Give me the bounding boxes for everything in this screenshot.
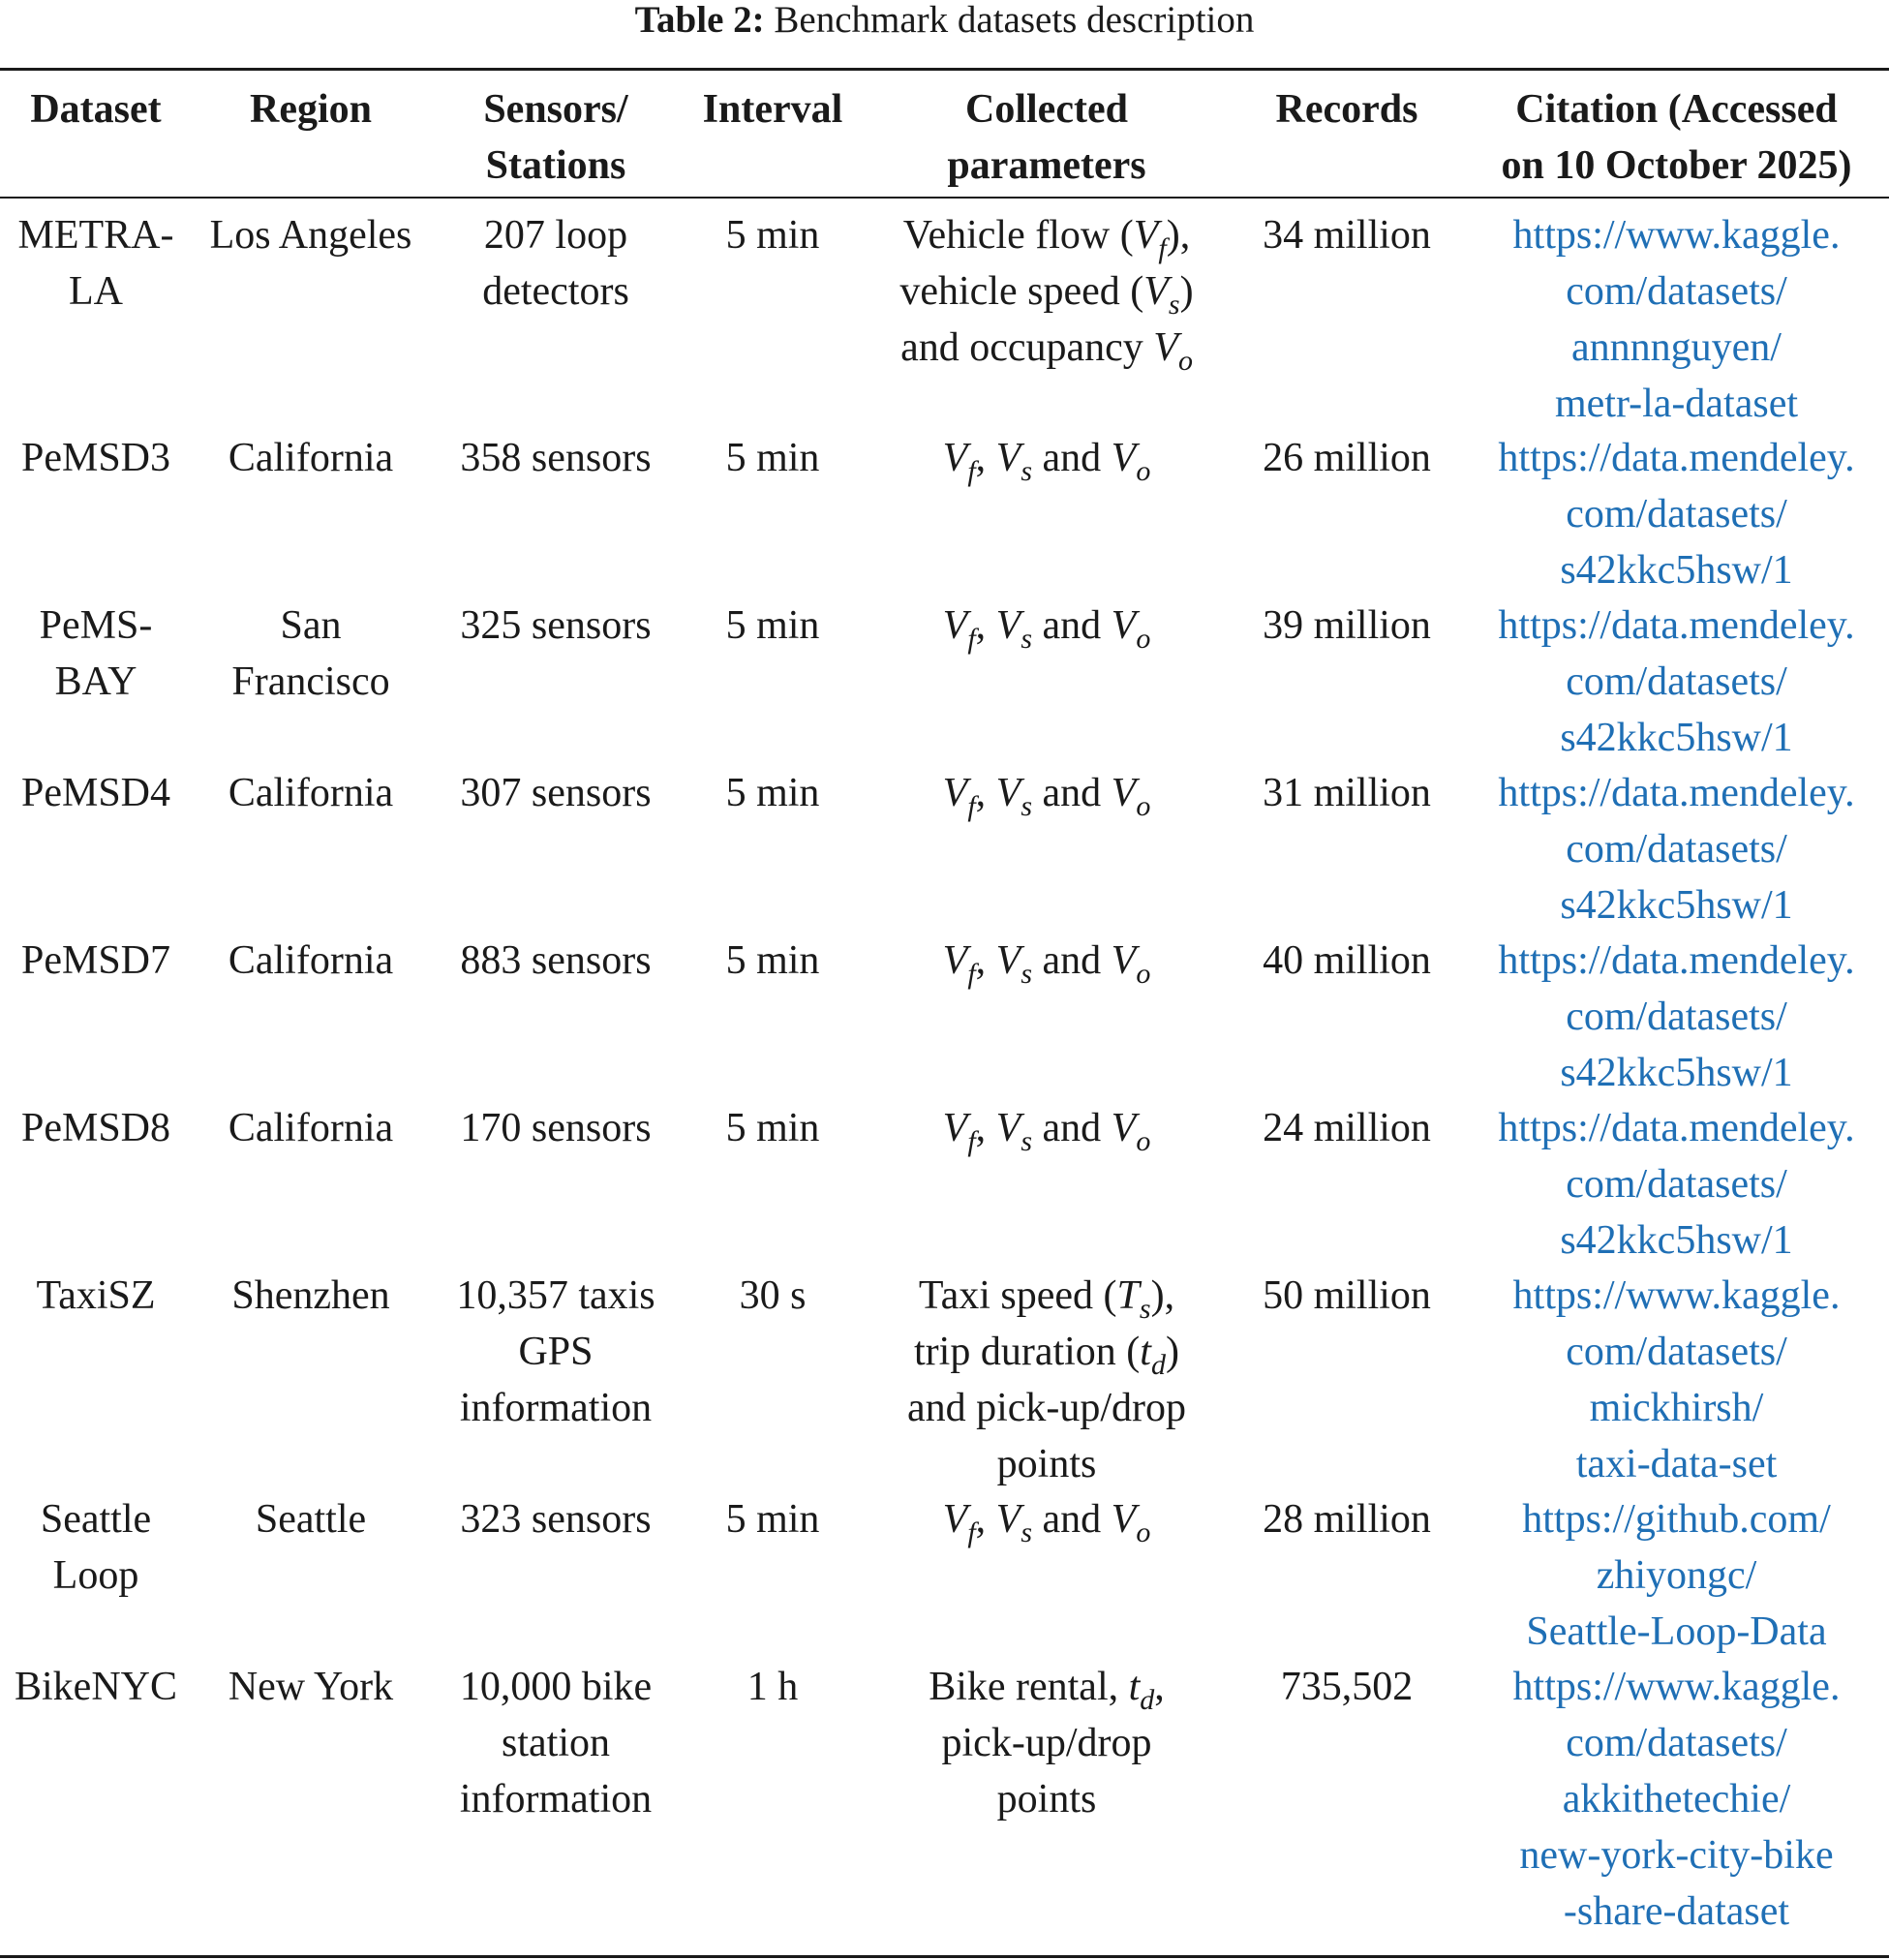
- cell-records-line: 39 million: [1263, 603, 1431, 648]
- cell-sensors: [430, 1659, 682, 1827]
- header-dataset: [0, 81, 192, 138]
- cell-params: [864, 933, 1230, 989]
- cell-params-line: $V_f$, $V_s$ and $V_o$: [942, 1497, 1151, 1548]
- cell-citation-line[interactable]: https://www.kaggle.: [1512, 213, 1841, 258]
- cell-params-line: Taxi speed $(T_s)$,: [918, 1273, 1175, 1325]
- cell-dataset: [0, 430, 192, 486]
- cell-sensors-line: 323 sensors: [460, 1497, 652, 1542]
- cell-sensors-line: 307 sensors: [460, 771, 652, 815]
- cell-params: [864, 597, 1230, 654]
- cell-sensors: [430, 1100, 682, 1156]
- cell-records: [1230, 597, 1464, 654]
- cell-region-line: California: [228, 938, 394, 983]
- header-sensors-line: Stations: [485, 143, 626, 188]
- cell-citation-line[interactable]: com/datasets/: [1566, 492, 1787, 536]
- cell-dataset: [0, 933, 192, 989]
- cell-params-line: points: [996, 1442, 1097, 1486]
- cell-dataset-line: BAY: [54, 659, 137, 704]
- cell-citation-line[interactable]: s42kkc5hsw/1: [1560, 883, 1793, 928]
- cell-citation[interactable]: [1464, 765, 1889, 934]
- header-params-line: parameters: [947, 143, 1146, 188]
- cell-interval-line: 5 min: [725, 1497, 820, 1542]
- cell-citation[interactable]: [1464, 1659, 1889, 1940]
- header-citation: [1464, 81, 1889, 194]
- cell-params-line: $V_f$, $V_s$ and $V_o$: [942, 603, 1151, 655]
- cell-region: [192, 933, 430, 989]
- cell-interval-line: 5 min: [725, 213, 820, 258]
- cell-interval: [682, 1100, 864, 1156]
- cell-interval: [682, 430, 864, 486]
- cell-interval-line: 5 min: [725, 603, 820, 648]
- cell-region-line: Shenzhen: [231, 1273, 390, 1318]
- header-citation-line: Citation (Accessed: [1515, 87, 1838, 132]
- cell-records-line: 31 million: [1263, 771, 1431, 815]
- cell-params: [864, 1100, 1230, 1156]
- cell-sensors: [430, 1491, 682, 1547]
- cell-records: [1230, 430, 1464, 486]
- cell-interval: [682, 1491, 864, 1547]
- header-rule: [0, 197, 1889, 199]
- cell-sensors-line: 170 sensors: [460, 1106, 652, 1150]
- cell-region-line: Seattle: [255, 1497, 367, 1542]
- bottom-rule: [0, 1955, 1889, 1958]
- header-dataset-line: Dataset: [30, 87, 162, 132]
- cell-params-line: vehicle speed $(V_s)$: [899, 269, 1194, 321]
- cell-params: [864, 207, 1230, 376]
- cell-citation[interactable]: [1464, 1100, 1889, 1269]
- cell-interval: [682, 1659, 864, 1715]
- cell-dataset-line: PeMSD4: [20, 771, 171, 815]
- cell-records: [1230, 1268, 1464, 1324]
- cell-citation-line[interactable]: mickhirsh/: [1589, 1386, 1764, 1430]
- cell-interval-line: 1 h: [746, 1665, 799, 1709]
- cell-citation-line[interactable]: akkithetechie/: [1562, 1777, 1791, 1822]
- cell-sensors-line: 10,000 bike: [459, 1665, 653, 1709]
- cell-citation-line[interactable]: zhiyongc/: [1596, 1553, 1757, 1598]
- cell-citation-line[interactable]: com/datasets/: [1566, 1330, 1787, 1374]
- cell-interval-line: 5 min: [725, 436, 820, 480]
- cell-params-line: and pick-up/drop: [906, 1386, 1187, 1430]
- cell-interval-line: 5 min: [725, 771, 820, 815]
- cell-params: [864, 430, 1230, 486]
- cell-citation-line[interactable]: https://github.com/: [1522, 1497, 1831, 1542]
- cell-citation[interactable]: [1464, 1491, 1889, 1660]
- cell-params: [864, 1659, 1230, 1827]
- cell-citation-line[interactable]: s42kkc5hsw/1: [1560, 716, 1793, 760]
- header-records-line: Records: [1275, 87, 1418, 132]
- cell-params: [864, 1268, 1230, 1492]
- cell-interval: [682, 597, 864, 654]
- cell-sensors: [430, 207, 682, 320]
- cell-records-line: 26 million: [1263, 436, 1431, 480]
- cell-dataset-line: PeMSD3: [20, 436, 171, 480]
- cell-sensors: [430, 430, 682, 486]
- cell-params-line: $V_f$, $V_s$ and $V_o$: [942, 436, 1151, 487]
- cell-citation-line[interactable]: Seattle-Loop-Data: [1526, 1609, 1827, 1654]
- header-params-line: Collected: [965, 87, 1128, 132]
- cell-records: [1230, 1100, 1464, 1156]
- cell-sensors-line: information: [459, 1777, 653, 1822]
- cell-dataset-line: PeMS-: [39, 603, 153, 648]
- cell-sensors: [430, 1268, 682, 1436]
- cell-citation-line[interactable]: new-york-city-bike: [1519, 1833, 1834, 1878]
- cell-citation-line[interactable]: https://data.mendeley.: [1498, 436, 1855, 480]
- cell-interval-line: 5 min: [725, 1106, 820, 1150]
- cell-records-line: 28 million: [1263, 1497, 1431, 1542]
- cell-citation-line[interactable]: com/datasets/: [1566, 659, 1787, 704]
- cell-region: [192, 1268, 430, 1324]
- caption-label: Table 2:: [634, 0, 765, 41]
- cell-region-line: California: [228, 1106, 394, 1150]
- cell-region-line: California: [228, 436, 394, 480]
- cell-records-line: 24 million: [1263, 1106, 1431, 1150]
- cell-params-line: Bike rental, $t_d$,: [929, 1665, 1165, 1716]
- cell-dataset-line: Loop: [52, 1553, 139, 1598]
- header-interval-line: Interval: [702, 87, 843, 132]
- cell-citation-line[interactable]: -share-dataset: [1563, 1889, 1790, 1934]
- cell-params-line: Vehicle flow $(V_f)$,: [902, 213, 1191, 264]
- cell-dataset-line: TaxiSZ: [36, 1273, 156, 1318]
- cell-citation-line[interactable]: com/datasets/: [1566, 995, 1787, 1039]
- cell-sensors-line: station: [502, 1721, 610, 1765]
- cell-citation-line[interactable]: com/datasets/: [1566, 827, 1787, 872]
- cell-citation[interactable]: [1464, 933, 1889, 1101]
- cell-citation-line[interactable]: annnnguyen/: [1571, 325, 1782, 370]
- header-params: [864, 81, 1230, 194]
- cell-region-line: San: [280, 603, 342, 648]
- cell-citation-line[interactable]: metr-la-dataset: [1554, 382, 1798, 426]
- cell-sensors-line: 883 sensors: [460, 938, 652, 983]
- cell-citation-line[interactable]: https://www.kaggle.: [1512, 1665, 1841, 1709]
- cell-citation-line[interactable]: s42kkc5hsw/1: [1560, 1051, 1793, 1095]
- cell-citation-line[interactable]: taxi-data-set: [1575, 1442, 1778, 1486]
- cell-records-line: 40 million: [1263, 938, 1431, 983]
- cell-dataset: [0, 1268, 192, 1324]
- cell-params-line: trip duration $(t_d)$: [914, 1330, 1179, 1381]
- cell-citation[interactable]: [1464, 597, 1889, 766]
- cell-sensors-line: GPS: [518, 1330, 594, 1374]
- cell-sensors-line: 10,357 taxis: [456, 1273, 655, 1318]
- cell-dataset-line: Seattle: [40, 1497, 152, 1542]
- cell-region-line: Francisco: [231, 659, 390, 704]
- cell-params-line: $V_f$, $V_s$ and $V_o$: [942, 1106, 1151, 1157]
- cell-sensors-line: 207 loop: [483, 213, 628, 258]
- cell-dataset: [0, 1491, 192, 1604]
- cell-dataset-line: LA: [69, 269, 123, 314]
- table-caption: [0, 0, 1889, 41]
- cell-sensors-line: 325 sensors: [460, 603, 652, 648]
- cell-citation-line[interactable]: s42kkc5hsw/1: [1560, 1218, 1793, 1263]
- cell-sensors-line: information: [459, 1386, 653, 1430]
- cell-dataset: [0, 207, 192, 320]
- cell-dataset-line: PeMSD8: [20, 1106, 171, 1150]
- cell-region: [192, 1659, 430, 1715]
- cell-region-line: California: [228, 771, 394, 815]
- cell-interval: [682, 207, 864, 263]
- cell-sensors: [430, 597, 682, 654]
- cell-citation-line[interactable]: s42kkc5hsw/1: [1560, 548, 1793, 593]
- header-interval: [682, 81, 864, 138]
- cell-params-line: pick-up/drop: [941, 1721, 1152, 1765]
- cell-sensors-line: detectors: [482, 269, 629, 314]
- cell-interval-line: 5 min: [725, 938, 820, 983]
- cell-params-line: points: [996, 1777, 1097, 1822]
- cell-sensors-line: 358 sensors: [460, 436, 652, 480]
- cell-dataset: [0, 597, 192, 710]
- top-rule: [0, 68, 1889, 71]
- cell-citation[interactable]: [1464, 1268, 1889, 1492]
- cell-interval: [682, 933, 864, 989]
- header-sensors: [430, 81, 682, 194]
- cell-region: [192, 430, 430, 486]
- cell-citation-line[interactable]: https://www.kaggle.: [1512, 1273, 1841, 1318]
- cell-dataset-line: METRA-: [17, 213, 174, 258]
- cell-dataset: [0, 1659, 192, 1715]
- cell-citation[interactable]: [1464, 207, 1889, 432]
- cell-dataset: [0, 1100, 192, 1156]
- header-records: [1230, 81, 1464, 138]
- cell-citation-line[interactable]: com/datasets/: [1566, 1721, 1787, 1765]
- cell-interval-line: 30 s: [739, 1273, 807, 1318]
- cell-interval: [682, 765, 864, 821]
- cell-records: [1230, 1659, 1464, 1715]
- cell-params: [864, 1491, 1230, 1547]
- cell-records-line: 735,502: [1280, 1665, 1414, 1709]
- cell-citation[interactable]: [1464, 430, 1889, 598]
- cell-citation-line[interactable]: https://data.mendeley.: [1498, 938, 1855, 983]
- cell-region-line: New York: [228, 1665, 394, 1709]
- cell-records: [1230, 933, 1464, 989]
- cell-params-line: and occupancy $V_o$: [900, 325, 1193, 377]
- cell-region: [192, 1491, 430, 1547]
- header-citation-line: on 10 October 2025): [1501, 143, 1852, 188]
- cell-citation-line[interactable]: com/datasets/: [1566, 269, 1787, 314]
- cell-region: [192, 597, 430, 710]
- caption-text: Benchmark datasets description: [774, 0, 1255, 41]
- cell-dataset-line: BikeNYC: [15, 1665, 177, 1709]
- cell-citation-line[interactable]: https://data.mendeley.: [1498, 603, 1855, 648]
- cell-records-line: 34 million: [1263, 213, 1431, 258]
- cell-region: [192, 765, 430, 821]
- cell-dataset: [0, 765, 192, 821]
- cell-citation-line[interactable]: com/datasets/: [1566, 1162, 1787, 1207]
- cell-citation-line[interactable]: https://data.mendeley.: [1498, 771, 1855, 815]
- cell-citation-line[interactable]: https://data.mendeley.: [1498, 1106, 1855, 1150]
- cell-records: [1230, 1491, 1464, 1547]
- cell-sensors: [430, 933, 682, 989]
- header-sensors-line: Sensors/: [483, 87, 628, 132]
- cell-params-line: $V_f$, $V_s$ and $V_o$: [942, 771, 1151, 822]
- cell-region: [192, 207, 430, 263]
- cell-params-line: $V_f$, $V_s$ and $V_o$: [942, 938, 1151, 990]
- header-region-line: Region: [250, 87, 372, 132]
- cell-records: [1230, 765, 1464, 821]
- cell-interval: [682, 1268, 864, 1324]
- cell-dataset-line: PeMSD7: [20, 938, 171, 983]
- cell-region: [192, 1100, 430, 1156]
- cell-region-line: Los Angeles: [209, 213, 412, 258]
- cell-records-line: 50 million: [1263, 1273, 1431, 1318]
- cell-sensors: [430, 765, 682, 821]
- cell-records: [1230, 207, 1464, 263]
- header-region: [192, 81, 430, 138]
- cell-params: [864, 765, 1230, 821]
